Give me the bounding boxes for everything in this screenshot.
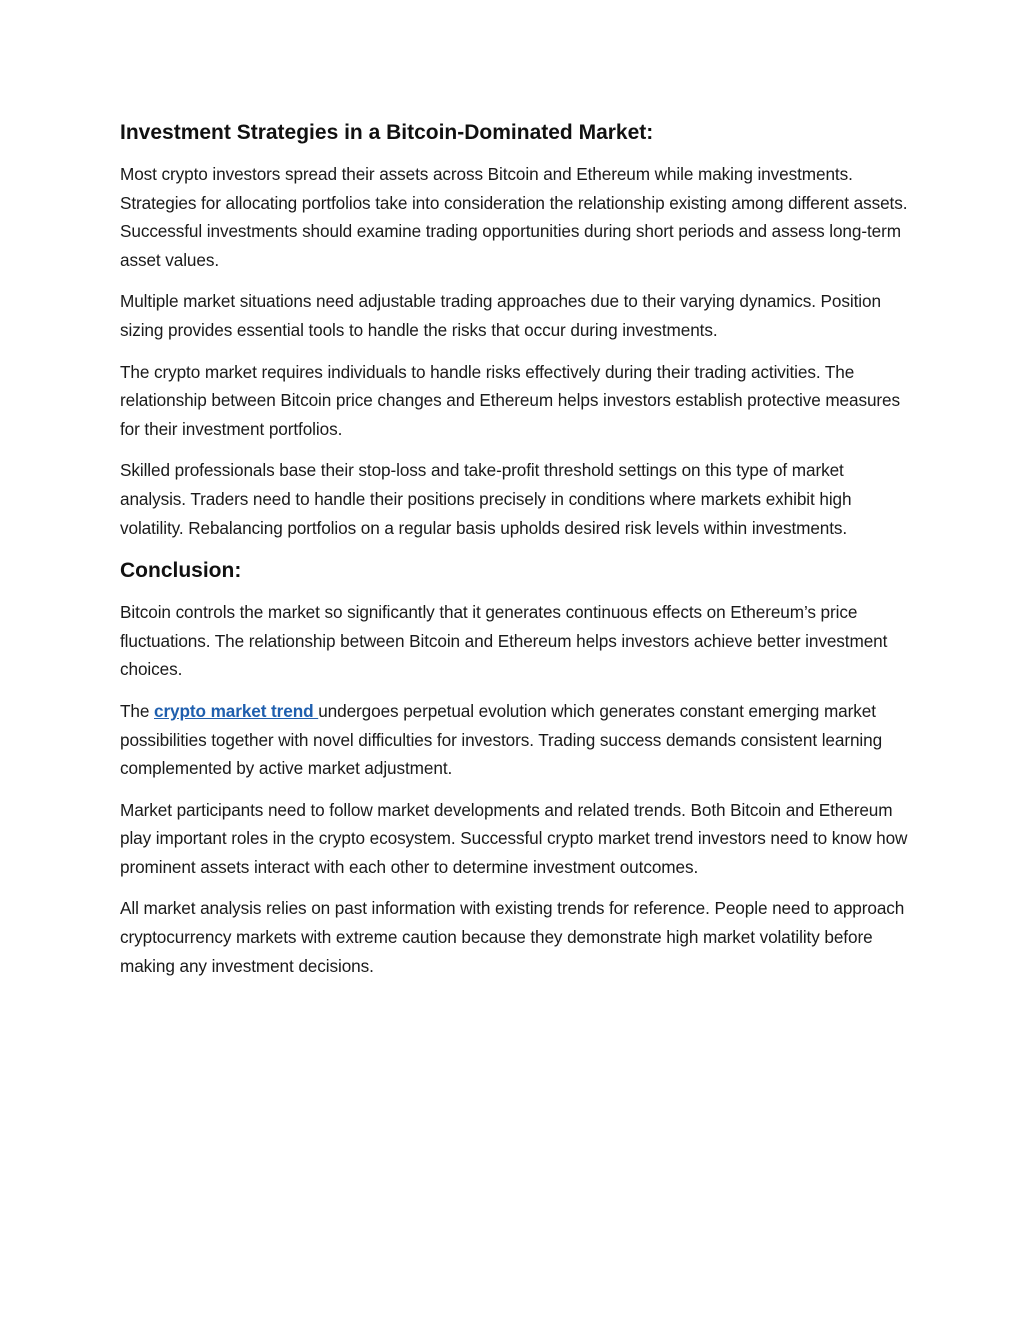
document-page [120, 118, 910, 993]
paragraph: Market participants need to follow market developments and related trends. Both Bitcoin and Ethereum play important roles in the crypto ecosystem. Successful crypto market trend investors need to know how prominent assets interact with each other to determine investment outcomes. [120, 799, 908, 877]
text-run: undergoes perpetual evolution which generates constant emerging market possibilities together with novel difficulties for investors. Trading success demands consistent learning complemented by active market adjustment. [120, 700, 883, 779]
paragraph: Bitcoin controls the market so significantly that it generates continuous effects on Ethereum’s price fluctuations. The relationship between Bitcoin and Ethereum helps investors achieve better investment choices. [120, 602, 888, 680]
section-heading-conclusion: Conclusion: [120, 559, 242, 583]
paragraph: Most crypto investors spread their assets across Bitcoin and Ethereum while making investments. Strategies for allocating portfolios take into consideration the relationship existing among different assets. Successful investments should examine trading opportunities during short periods and assess long-term asset values. [120, 164, 908, 270]
crypto-market-trend-link[interactable]: crypto market trend [154, 700, 319, 721]
section-heading-investment-strategies: Investment Strategies in a Bitcoin-Dominated Market: [120, 121, 654, 144]
paragraph: Multiple market situations need adjustable trading approaches due to their varying dynamics. Position sizing provides essential tools to handle the risks that occur during investments. [120, 291, 881, 340]
paragraph: The crypto market requires individuals to handle risks effectively during their trading activities. The relationship between Bitcoin price changes and Ethereum helps investors establish protective measures for their investment portfolios. [120, 361, 901, 439]
paragraph: Skilled professionals base their stop-loss and take-profit threshold settings on this type of market analysis. Traders need to handle their positions precisely in conditions where markets exhibit high volatility. Rebalancing portfolios on a regular basis upholds desired risk levels within investments. [120, 460, 852, 538]
text-run: The [120, 700, 154, 721]
paragraph: All market analysis relies on past information with existing trends for reference. People need to approach cryptocurrency markets with extreme caution because they demonstrate high market volatility before making any investment decisions. [120, 898, 905, 976]
paragraph-with-link [120, 697, 910, 783]
